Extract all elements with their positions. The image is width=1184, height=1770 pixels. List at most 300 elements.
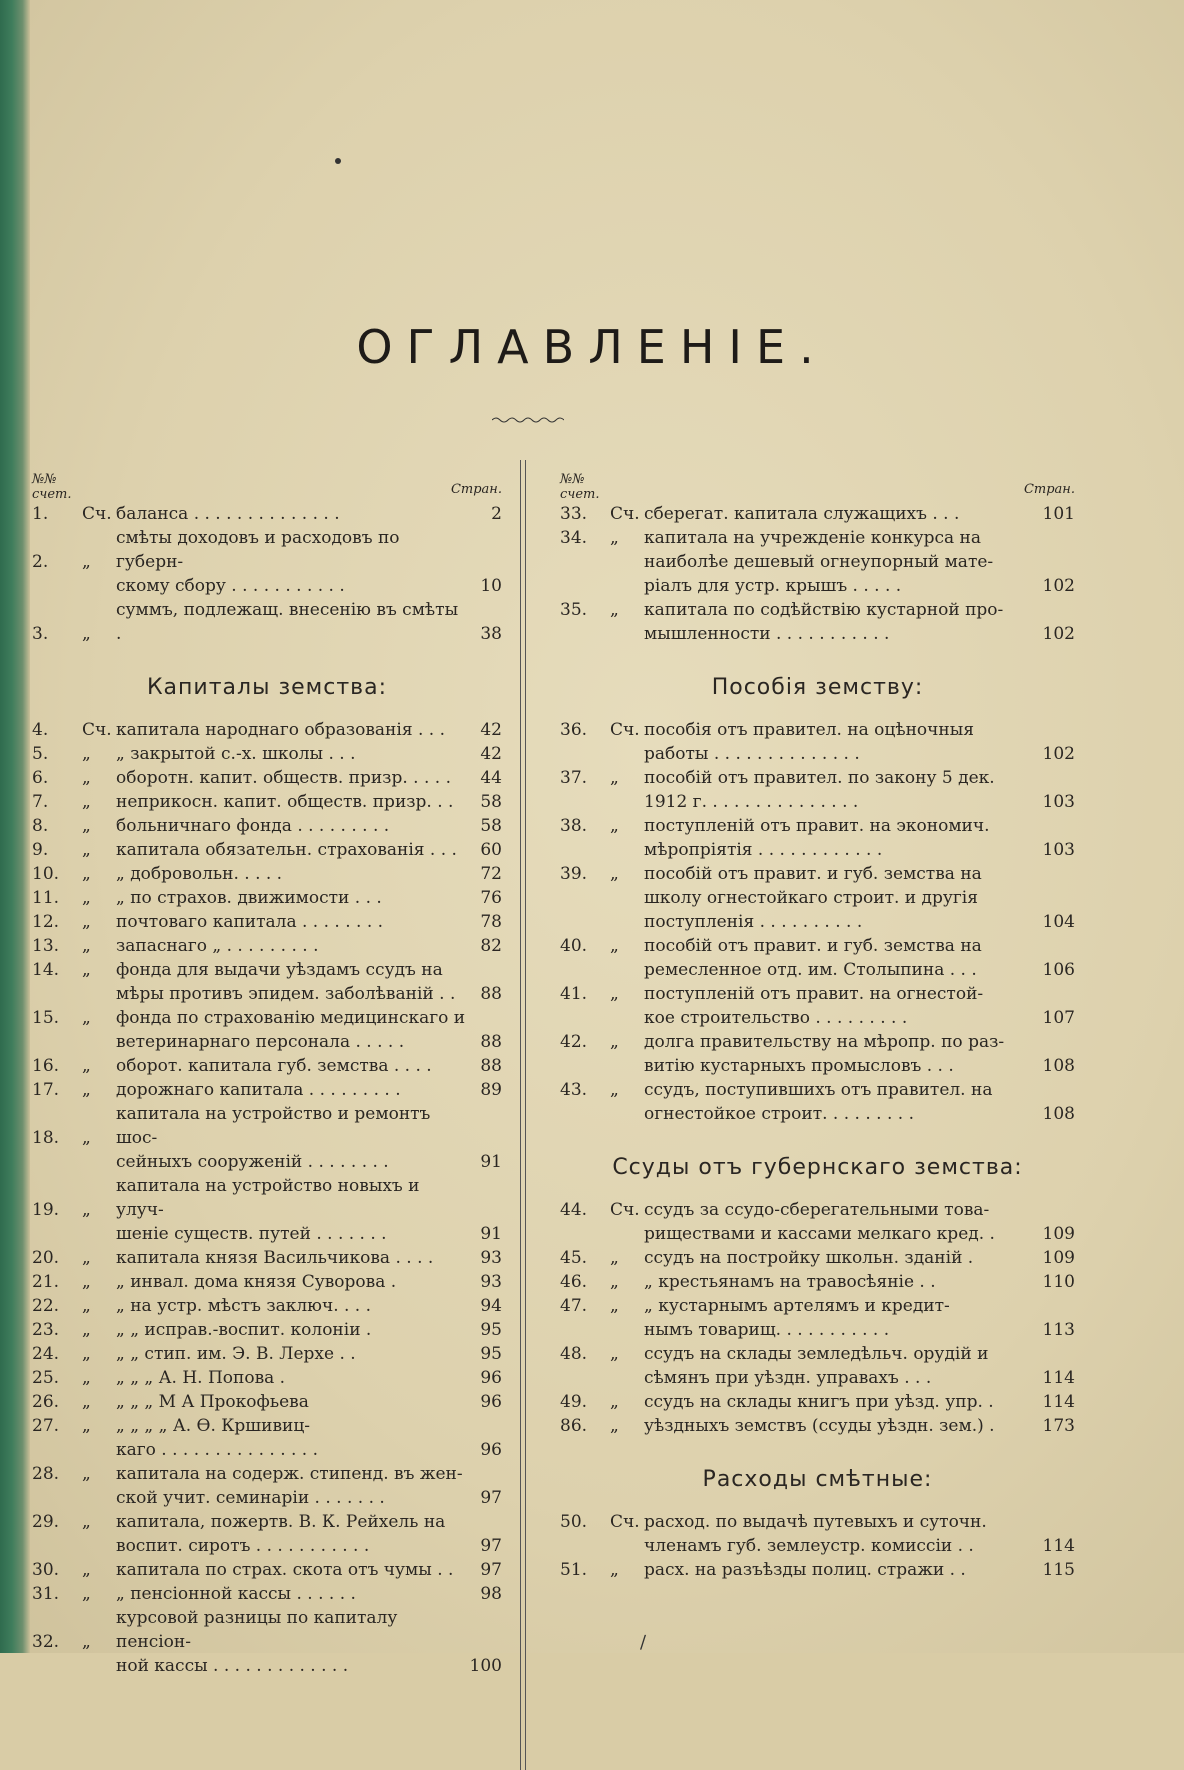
entry-prefix: Сч. <box>610 1200 640 1220</box>
entry-page: 44 <box>480 768 502 788</box>
entry-page: 114 <box>1042 1536 1075 1556</box>
entry-text: витію кустарныхъ промысловъ . . . <box>644 1056 954 1076</box>
right-column <box>560 460 1075 1582</box>
entry-page: 114 <box>1042 1368 1075 1388</box>
section-title-subsidies: Пособія земству: <box>711 675 924 700</box>
entry-text: ссудъ на постройку школьн. зданій . <box>644 1248 974 1268</box>
entry-text: ветеринарнаго персонала . . . . . <box>116 1032 405 1052</box>
entry-page: 78 <box>480 912 502 932</box>
toc-row <box>560 1102 1075 1126</box>
toc-row <box>32 1102 502 1150</box>
entry-text: капитала обязательн. страхованія . . . <box>116 840 457 860</box>
toc-row <box>560 742 1075 766</box>
entry-number: 6. <box>32 768 49 788</box>
right-entries <box>560 502 1075 646</box>
entry-number: 2. <box>32 552 49 572</box>
toc-row <box>32 574 502 598</box>
entry-text: капитала на устройство и ремонтъ шос- <box>116 1104 431 1148</box>
entry-number: 50. <box>560 1512 588 1532</box>
toc-row <box>560 886 1075 910</box>
entry-text: больничнаго фонда . . . . . . . . . <box>116 816 390 836</box>
entry-prefix: „ <box>82 1344 91 1364</box>
entry-text: „ „ исправ.-воспит. колоніи . <box>116 1320 372 1340</box>
entry-prefix: „ <box>610 768 619 788</box>
entry-text: оборот. капитала губ. земства . . . . <box>116 1056 432 1076</box>
entry-page: 107 <box>1042 1008 1075 1028</box>
entry-text: уѣздныхъ земствъ (ссуды уѣздн. зем.) . <box>644 1416 995 1436</box>
column-divider <box>520 460 526 1770</box>
entry-page: 93 <box>480 1248 502 1268</box>
entry-number: 47. <box>560 1296 588 1316</box>
entry-text: риществами и кассами мелкаго кред. . <box>644 1224 995 1244</box>
toc-row <box>32 1462 502 1486</box>
toc-row <box>560 718 1075 742</box>
section-title-loans: Ссуды отъ губернскаго земства: <box>612 1155 1023 1180</box>
pencil-mark: ∕ <box>640 1632 647 1653</box>
entry-number: 4. <box>32 720 49 740</box>
toc-row <box>32 1294 502 1318</box>
entry-text: 1912 г. . . . . . . . . . . . . . . <box>644 792 859 812</box>
toc-row <box>32 958 502 982</box>
entry-page: 108 <box>1042 1104 1075 1124</box>
entry-number: 43. <box>560 1080 588 1100</box>
loan-entries <box>560 1198 1075 1438</box>
entry-text: „ „ „ „ А. Ѳ. Кршивиц- <box>116 1416 311 1436</box>
entry-text: „ „ „ А. Н. Попова . <box>116 1368 286 1388</box>
entry-text: капитала народнаго образованія . . . <box>116 720 445 740</box>
left-header-number: №№ счет. <box>32 472 72 502</box>
entry-text: ссудъ на склады книгъ при уѣзд. упр. . <box>644 1392 994 1412</box>
entry-text: капитала по страх. скота отъ чумы . . <box>116 1560 454 1580</box>
entry-prefix: „ <box>82 1320 91 1340</box>
toc-row <box>32 1078 502 1102</box>
entry-page: 97 <box>480 1488 502 1508</box>
toc-row <box>32 1534 502 1558</box>
entry-number: 45. <box>560 1248 588 1268</box>
toc-row <box>560 1318 1075 1342</box>
toc-row <box>32 1150 502 1174</box>
toc-row <box>560 838 1075 862</box>
entry-page: 101 <box>1042 504 1075 524</box>
toc-row <box>560 574 1075 598</box>
section-title-expenses: Расходы смѣтные: <box>702 1467 933 1492</box>
entry-prefix: „ <box>82 864 91 884</box>
toc-row <box>32 1438 502 1462</box>
entry-prefix: Сч. <box>610 1512 640 1532</box>
entry-number: 18. <box>32 1128 60 1148</box>
entry-page: 88 <box>480 1032 502 1052</box>
toc-row <box>32 1006 502 1030</box>
entry-number: 40. <box>560 936 588 956</box>
entry-prefix: „ <box>82 624 91 644</box>
toc-row <box>560 1054 1075 1078</box>
right-header-page: Стран. <box>1023 482 1075 497</box>
entry-page: 102 <box>1042 744 1075 764</box>
toc-row <box>560 1294 1075 1318</box>
toc-row <box>32 1270 502 1294</box>
entry-page: 114 <box>1042 1392 1075 1412</box>
entry-text: сберегат. капитала служащихъ . . . <box>644 504 960 524</box>
entry-text: ссудъ за ссудо-сберегательными това- <box>644 1200 990 1220</box>
entry-text: ссудъ на склады земледѣльч. орудій и <box>644 1344 989 1364</box>
toc-row <box>32 862 502 886</box>
toc-row <box>32 1390 502 1414</box>
entry-number: 3. <box>32 624 49 644</box>
toc-row <box>32 1486 502 1510</box>
toc-row <box>32 1414 502 1438</box>
toc-row <box>560 934 1075 958</box>
toc-row <box>32 1030 502 1054</box>
toc-row <box>32 1222 502 1246</box>
entry-text: „ „ стип. им. Э. В. Лерхе . . <box>116 1344 356 1364</box>
entry-page: 104 <box>1042 912 1075 932</box>
entry-prefix: „ <box>82 912 91 932</box>
entry-number: 17. <box>32 1080 60 1100</box>
left-column-header <box>32 460 502 502</box>
entry-prefix: „ <box>610 816 619 836</box>
entry-number: 46. <box>560 1272 588 1292</box>
entry-text: каго . . . . . . . . . . . . . . . <box>116 1440 319 1460</box>
entry-text: мѣры противъ эпидем. заболѣваній . . <box>116 984 456 1004</box>
entry-number: 20. <box>32 1248 60 1268</box>
entry-number: 29. <box>32 1512 60 1532</box>
entry-prefix: „ <box>82 744 91 764</box>
entry-page: 110 <box>1042 1272 1075 1292</box>
entry-prefix: „ <box>82 1008 91 1028</box>
toc-row <box>560 982 1075 1006</box>
entry-page: 108 <box>1042 1056 1075 1076</box>
entry-text: школу огнестойкаго строит. и другія <box>644 888 978 908</box>
entry-text: поступленій отъ правит. на экономич. <box>644 816 990 836</box>
entry-prefix: „ <box>610 528 619 548</box>
ink-dot <box>335 158 341 164</box>
entry-page: 10 <box>480 576 502 596</box>
toc-row <box>560 1030 1075 1054</box>
entry-page: 88 <box>480 984 502 1004</box>
entry-prefix: Сч. <box>610 720 640 740</box>
book-binding-edge <box>0 0 30 1653</box>
entry-number: 37. <box>560 768 588 788</box>
toc-row <box>32 1558 502 1582</box>
entry-prefix: „ <box>82 1632 91 1652</box>
entry-text: капитала на устройство новыхъ и улуч- <box>116 1176 420 1220</box>
toc-row <box>560 766 1075 790</box>
toc-row <box>560 1510 1075 1534</box>
toc-row <box>560 910 1075 934</box>
entry-text: мышленности . . . . . . . . . . . <box>644 624 890 644</box>
entry-text: курсовой разницы по капиталу пенсіон- <box>116 1608 398 1652</box>
entry-page: 95 <box>480 1344 502 1364</box>
toc-row <box>32 502 502 526</box>
entry-prefix: „ <box>610 1296 619 1316</box>
expense-entries <box>560 1510 1075 1582</box>
entry-text: пособій отъ правит. и губ. земства на <box>644 936 982 956</box>
entry-number: 33. <box>560 504 588 524</box>
toc-row <box>560 550 1075 574</box>
entry-number: 26. <box>32 1392 60 1412</box>
toc-row <box>560 1390 1075 1414</box>
toc-row <box>32 1174 502 1222</box>
entry-prefix: „ <box>82 1368 91 1388</box>
entry-page: 103 <box>1042 792 1075 812</box>
entry-prefix: „ <box>82 888 91 908</box>
toc-row <box>32 910 502 934</box>
entry-page: 58 <box>480 816 502 836</box>
entry-text: смѣты доходовъ и расходовъ по губерн- <box>116 528 400 572</box>
entry-number: 49. <box>560 1392 588 1412</box>
toc-row <box>32 1318 502 1342</box>
toc-row <box>32 1342 502 1366</box>
entry-prefix: „ <box>82 1416 91 1436</box>
entry-prefix: Сч. <box>610 504 640 524</box>
entry-page: 109 <box>1042 1248 1075 1268</box>
entry-text: оборотн. капит. обществ. призр. . . . . <box>116 768 451 788</box>
toc-row <box>32 1054 502 1078</box>
entry-text: „ на устр. мѣстъ заключ. . . . <box>116 1296 372 1316</box>
entry-number: 30. <box>32 1560 60 1580</box>
entry-text: наиболѣе дешевый огнеупорный мате- <box>644 552 994 572</box>
entry-text: запаснаго „ . . . . . . . . . <box>116 936 319 956</box>
entry-prefix: „ <box>82 960 91 980</box>
toc-row <box>560 1414 1075 1438</box>
toc-row <box>560 622 1075 646</box>
toc-row <box>32 886 502 910</box>
entry-number: 1. <box>32 504 49 524</box>
entry-page: 89 <box>480 1080 502 1100</box>
entry-number: 5. <box>32 744 49 764</box>
entry-prefix: „ <box>610 864 619 884</box>
entry-text: расход. по выдачѣ путевыхъ и суточн. <box>644 1512 987 1532</box>
entry-number: 22. <box>32 1296 60 1316</box>
entry-page: 42 <box>480 744 502 764</box>
entry-prefix: „ <box>610 1080 619 1100</box>
toc-row <box>560 526 1075 550</box>
toc-row <box>560 1270 1075 1294</box>
entry-number: 8. <box>32 816 49 836</box>
entry-text: фонда для выдачи уѣздамъ ссудъ на <box>116 960 443 980</box>
entry-number: 7. <box>32 792 49 812</box>
entry-page: 93 <box>480 1272 502 1292</box>
entry-prefix: „ <box>82 1560 91 1580</box>
entry-text: почтоваго капитала . . . . . . . . <box>116 912 384 932</box>
entry-text: капитала на учрежденіе конкурса на <box>644 528 981 548</box>
entry-page: 113 <box>1042 1320 1075 1340</box>
toc-row <box>32 982 502 1006</box>
entry-prefix: „ <box>82 1584 91 1604</box>
entry-prefix: „ <box>82 1248 91 1268</box>
entry-prefix: „ <box>82 816 91 836</box>
toc-row <box>32 934 502 958</box>
entry-prefix: „ <box>82 792 91 812</box>
entry-page: 76 <box>480 888 502 908</box>
entry-prefix: „ <box>610 936 619 956</box>
toc-row <box>560 862 1075 886</box>
entry-prefix: „ <box>610 1272 619 1292</box>
toc-row <box>560 790 1075 814</box>
left-entries <box>32 502 502 646</box>
entry-text: капитала, пожертв. В. К. Рейхель на <box>116 1512 446 1532</box>
toc-row <box>32 1582 502 1606</box>
entry-page: 42 <box>480 720 502 740</box>
entry-number: 34. <box>560 528 588 548</box>
entry-prefix: „ <box>610 984 619 1004</box>
entry-number: 36. <box>560 720 588 740</box>
entry-number: 13. <box>32 936 60 956</box>
entry-page: 82 <box>480 936 502 956</box>
entry-page: 91 <box>480 1152 502 1172</box>
entry-prefix: „ <box>610 1344 619 1364</box>
entry-prefix: „ <box>610 1416 619 1436</box>
toc-row <box>560 1534 1075 1558</box>
toc-row <box>32 838 502 862</box>
entry-number: 9. <box>32 840 49 860</box>
entry-prefix: „ <box>82 1056 91 1076</box>
entry-page: 106 <box>1042 960 1075 980</box>
entry-text: ремесленное отд. им. Столыпина . . . <box>644 960 977 980</box>
toc-row <box>560 598 1075 622</box>
left-column <box>32 460 502 1678</box>
entry-text: ссудъ, поступившихъ отъ правител. на <box>644 1080 993 1100</box>
toc-row <box>560 1246 1075 1270</box>
entry-page: 103 <box>1042 840 1075 860</box>
entry-page: 2 <box>491 504 502 524</box>
entry-number: 25. <box>32 1368 60 1388</box>
entry-text: „ закрытой с.-х. школы . . . <box>116 744 356 764</box>
toc-row <box>32 1366 502 1390</box>
entry-prefix: „ <box>82 768 91 788</box>
toc-row <box>560 1342 1075 1366</box>
entry-prefix: „ <box>82 840 91 860</box>
entry-page: 94 <box>480 1296 502 1316</box>
page-title: ОГЛАВЛЕНІЕ. <box>356 320 828 374</box>
entry-text: „ крестьянамъ на травосѣяніе . . <box>644 1272 936 1292</box>
toc-row <box>32 526 502 574</box>
entry-number: 31. <box>32 1584 60 1604</box>
toc-row <box>560 1078 1075 1102</box>
entry-text: ной кассы . . . . . . . . . . . . . <box>116 1656 349 1676</box>
toc-row <box>32 742 502 766</box>
toc-row <box>32 1654 502 1678</box>
entry-number: 39. <box>560 864 588 884</box>
entry-page: 98 <box>480 1584 502 1604</box>
entry-page: 72 <box>480 864 502 884</box>
entry-number: 42. <box>560 1032 588 1052</box>
entry-prefix: „ <box>610 600 619 620</box>
entry-text: неприкосн. капит. обществ. призр. . . <box>116 792 454 812</box>
entry-prefix: Сч. <box>82 504 112 524</box>
entry-number: 35. <box>560 600 588 620</box>
entry-prefix: „ <box>82 552 91 572</box>
entry-text: пособія отъ правител. на оцѣночныя <box>644 720 974 740</box>
entry-number: 32. <box>32 1632 60 1652</box>
entry-number: 24. <box>32 1344 60 1364</box>
capital-entries <box>32 718 502 1678</box>
entry-number: 12. <box>32 912 60 932</box>
entry-text: ріалъ для устр. крышъ . . . . . <box>644 576 902 596</box>
entry-text: долга правительству на мѣропр. по раз- <box>644 1032 1005 1052</box>
left-header-page: Стран. <box>450 482 502 497</box>
entry-number: 44. <box>560 1200 588 1220</box>
toc-row <box>560 1558 1075 1582</box>
toc-row <box>560 502 1075 526</box>
entry-page: 97 <box>480 1536 502 1556</box>
entry-prefix: „ <box>82 1464 91 1484</box>
entry-text: пособій отъ правит. и губ. земства на <box>644 864 982 884</box>
toc-row <box>32 1606 502 1654</box>
entry-text: капитала по содѣйствію кустарной про- <box>644 600 1004 620</box>
entry-number: 41. <box>560 984 588 1004</box>
entry-text: нымъ товарищ. . . . . . . . . . . <box>644 1320 890 1340</box>
entry-page: 38 <box>480 624 502 644</box>
entry-text: огнестойкое строит. . . . . . . . . <box>644 1104 914 1124</box>
entry-number: 51. <box>560 1560 588 1580</box>
entry-page: 95 <box>480 1320 502 1340</box>
toc-row <box>560 1222 1075 1246</box>
section-title-capitals: Капиталы земства: <box>146 675 388 700</box>
toc-row <box>560 814 1075 838</box>
entry-text: членамъ губ. землеустр. комиссіи . . <box>644 1536 974 1556</box>
entry-text: фонда по страхованію медицинскаго и <box>116 1008 466 1028</box>
entry-page: 109 <box>1042 1224 1075 1244</box>
entry-number: 10. <box>32 864 60 884</box>
entry-page: 96 <box>480 1440 502 1460</box>
entry-text: капитала князя Васильчикова . . . . <box>116 1248 434 1268</box>
entry-prefix: „ <box>82 936 91 956</box>
entry-text: суммъ, подлежащ. внесенію въ смѣты . <box>116 600 459 644</box>
entry-page: 173 <box>1042 1416 1075 1436</box>
entry-page: 88 <box>480 1056 502 1076</box>
entry-page: 60 <box>480 840 502 860</box>
entry-prefix: „ <box>82 1272 91 1292</box>
entry-prefix: „ <box>610 1032 619 1052</box>
entry-page: 96 <box>480 1368 502 1388</box>
entry-text: „ пенсіонной кассы . . . . . . <box>116 1584 356 1604</box>
title-ornament <box>492 415 564 425</box>
entry-text: „ добровольн. . . . . <box>116 864 283 884</box>
entry-number: 27. <box>32 1416 60 1436</box>
toc-row <box>32 1246 502 1270</box>
entry-number: 15. <box>32 1008 60 1028</box>
entry-text: работы . . . . . . . . . . . . . . <box>644 744 860 764</box>
entry-page: 102 <box>1042 576 1075 596</box>
toc-row <box>32 814 502 838</box>
entry-page: 115 <box>1042 1560 1075 1580</box>
toc-row <box>560 958 1075 982</box>
entry-text: поступленій отъ правит. на огнестой- <box>644 984 984 1004</box>
entry-text: „ по страхов. движимости . . . <box>116 888 382 908</box>
toc-row <box>560 1198 1075 1222</box>
entry-text: мѣропріятія . . . . . . . . . . . . <box>644 840 883 860</box>
entry-prefix: „ <box>82 1512 91 1532</box>
entry-prefix: „ <box>82 1128 91 1148</box>
subsidy-entries <box>560 718 1075 1126</box>
entry-text: ской учит. семинаріи . . . . . . . <box>116 1488 385 1508</box>
entry-number: 19. <box>32 1200 60 1220</box>
entry-text: кое строительство . . . . . . . . . <box>644 1008 908 1028</box>
entry-prefix: „ <box>82 1296 91 1316</box>
entry-number: 28. <box>32 1464 60 1484</box>
entry-text: „ инвал. дома князя Суворова . <box>116 1272 397 1292</box>
entry-text: пособій отъ правител. по закону 5 дек. <box>644 768 995 788</box>
entry-page: 91 <box>480 1224 502 1244</box>
entry-number: 23. <box>32 1320 60 1340</box>
entry-text: сейныхъ сооруженій . . . . . . . . <box>116 1152 389 1172</box>
entry-number: 16. <box>32 1056 60 1076</box>
entry-number: 86. <box>560 1416 588 1436</box>
entry-page: 100 <box>469 1656 502 1676</box>
entry-text: сѣмянъ при уѣздн. управахъ . . . <box>644 1368 932 1388</box>
entry-prefix: „ <box>82 1392 91 1412</box>
